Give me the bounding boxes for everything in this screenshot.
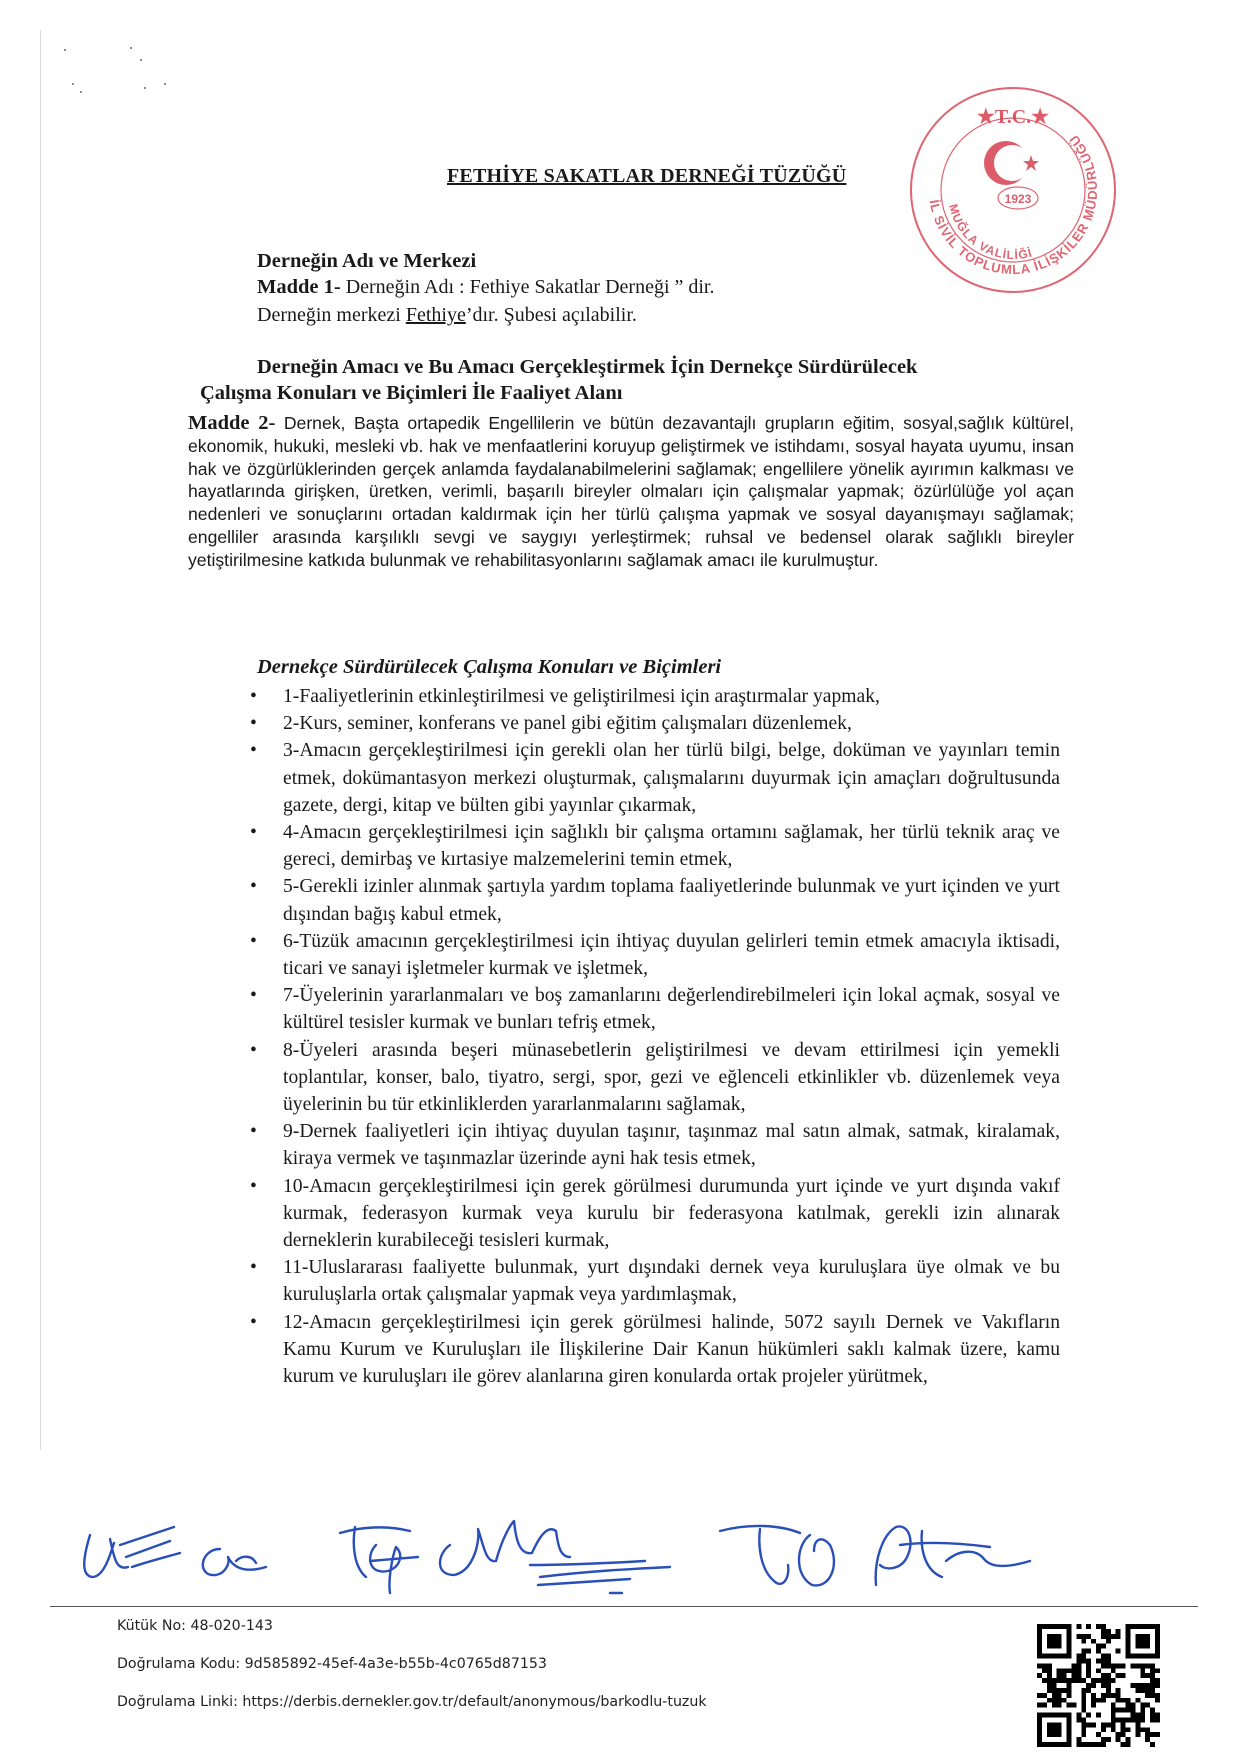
footer-verification-link: Doğrulama Linki: https://derbis.dernekler.gov.tr/default/anonymous/barkodlu-tuzuk [117,1694,707,1710]
madde2-heading-line1: Derneğin Amacı ve Bu Amacı Gerçekleştirmek İçin Dernekçe Sürdürülecek [257,356,918,378]
madde1-name-text: Derneğin Adı : Fethiye Sakatlar Derneği ” dir. [340,276,715,298]
madde2-paragraph [188,412,1074,572]
bullet-icon: • [250,1175,257,1197]
list-item [250,1173,1060,1255]
list-item-text: 10-Amacın gerçekleştirilmesi için gerek görülmesi durumunda yurt içinde ve yurt dışında vakıf kurmak, federasyon kurmak veya kurulu bir federasyona katılmak, gerekli izin alınarak derneklerin kurabileceği tesisleri kurmak, [283,1175,1060,1252]
signatures-row [70,1505,1090,1595]
madde1-center-place: Fethiye [405,304,466,326]
list-item [250,819,1060,873]
bullet-icon: • [250,1039,257,1061]
bullet-icon: • [250,1311,257,1333]
signature-1 [84,1527,180,1577]
list-item-text: 6-Tüzük amacının gerçekleştirilmesi için ihtiyaç duyulan gelirleri temin etmek amacıyla iktisadi, ticari ve sanayi işletmeler kurmak ve işletmek, [283,930,1060,980]
seal-ring-text: İL SİVİL TOPLUMLA İLİŞKİLER MÜDÜRLÜĞÜ [926,131,1101,278]
scan-specks [60,45,170,115]
madde1-center-prefix: Derneğin merkezi [257,304,406,326]
seal-inner-text: MUĞLA VALİLİĞİ [946,202,1035,263]
document-title: FETHİYE SAKATLAR DERNEĞİ TÜZÜĞÜ [447,165,847,187]
bullet-icon: • [250,985,257,1007]
list-item-text: 3-Amacın gerçekleştirilmesi için gerekli olan her türlü bilgi, belge, doküman ve yayınları temin etmek, dokümantasyon merkezi oluşturmak, çalışmalarını duyurmak için amaçları doğrultusunda gazete, dergi, kitap ve bülten gibi yayınlar çıkarmak, [283,740,1060,816]
list-item-text: 9-Dernek faaliyetleri için ihtiyaç duyulan taşınır, taşınmaz mal satın almak, satmak, kiralamak, kiraya vermek ve taşınmazlar üzerinde ayni hak tesis etmek, [283,1121,1060,1170]
list-item [250,1254,1060,1308]
list-item-text: 4-Amacın gerçekleştirilmesi için sağlıklı bir çalışma ortamını sağlamak, her türlü teknik araç ve gereci, demirbaş ve kırtasiye malzemelerini temin etmek, [283,822,1060,871]
signature-3 [340,1527,418,1593]
list-item [250,982,1060,1036]
list-item [250,873,1060,927]
madde2-body-text: Dernek, Başta ortapedik Engellilerin ve bütün dezavantajlı grupların eğitim, sosyal,sağlık kültürel, ekonomik, hukuki, mesleki vb. hak ve menfaatlerini koruyup geliştirmek ve istihdamı, sosyal hayata uyumu, insan hak ve özgürlüklerinden gerçek anlamda faydalanabilmelerini sağlamak; engellilere yönelik ayırımın kalkması ve hayatlarında girişken, üretken, verimli, başarılı bireyler olmaları için çalışmalar yapmak; özürlülüğe yol açan nedenleri ve sonuçlarını ortadan kaldırmak için her türlü çalışma yapmak ve sosyal dayanışmayı sağlamak; engelliler arasında karşılıklı sevgi ve saygıyı yerleştirmek; ruhsal ve bedensel olarak sağlıklı bireyler yetiştirilmesine katkıda bulunmak ve rehabilitasyonlarını sağlamak amacı ile kurulmuştur. [188,413,1075,570]
madde1-label: Madde 1- [257,276,341,298]
list-item-text: 12-Amacın gerçekleştirilmesi için gerek görülmesi halinde, 5072 sayılı Dernek ve Vakıfların Kamu Kurum ve Kuruluşları ile İlişkilerine Dair Kanun hükümleri saklı kalmak üzere, kamu kurum ve kuruluşları ile görev alanlarına giren konularda ortak projeler yürütmek, [283,1311,1060,1388]
madde1-center-suffix: ’dır. Şubesi açılabilir. [465,304,637,326]
footer-verification-code: Doğrulama Kodu: 9d585892-45ef-4a3e-b55b-4c0765d87153 [117,1656,547,1672]
list-item [250,1309,1060,1391]
signature-5 [720,1526,834,1586]
list-item [250,683,1060,710]
footer-registry-number: Kütük No: 48-020-143 [117,1618,273,1634]
madde1-center-line [257,304,637,327]
bullet-icon: • [250,930,257,952]
list-item-text: 11-Uluslararası faaliyette bulunmak, yurt dışındaki dernek veya kuruluşlara üye olmak ve bu kuruluşlarla ortak çalışmalar yapmak veya yardımlaşmak, [283,1257,1060,1306]
official-seal [908,85,1118,295]
madde1-name-line [257,276,715,299]
signature-4 [440,1521,670,1593]
seal-year: 1923 [1004,192,1032,206]
bullet-icon: • [250,686,257,707]
list-item-text: 5-Gerekli izinler alınmak şartıyla yardım toplama faaliyetlerinde bulunmak ve yurt içinden ve yurt dışından bağış kabul etmek, [283,876,1060,925]
madde1-heading: Derneğin Adı ve Merkezi [257,250,477,272]
madde2-heading-line2: Çalışma Konuları ve Biçimleri İle Faaliyet Alanı [200,382,623,404]
crescent-star-icon [984,141,1039,185]
list-item [250,928,1060,982]
list-item-text: 8-Üyeleri arasında beşeri münasebetlerin geliştirilmesi ve devam ettirilmesi için yemekli toplantılar, konser, balo, tiyatro, sergi, spor, gezi ve eğlenceli etkinlikler vb. düzenlemek veya üyelerinin bu tür etkinliklerden yararlanmalarını sağlamak, [283,1039,1060,1116]
bullet-icon: • [250,822,257,844]
list-item [250,1037,1060,1119]
footer-divider [50,1606,1198,1607]
madde2-label: Madde 2- [188,412,276,434]
seal-top-text: ★T.C.★ [976,106,1050,128]
list-item-text: 1-Faaliyetlerinin etkinleştirilmesi ve geliştirilmesi için araştırmalar yapmak, [283,686,880,707]
signature-2 [203,1549,266,1575]
list-item [250,737,1060,819]
bullet-icon: • [250,1257,257,1279]
bullet-icon: • [250,740,257,762]
qr-code-icon [1037,1624,1160,1747]
bullet-icon: • [250,713,257,735]
bullet-icon: • [250,876,257,898]
list-item [250,710,1060,737]
scan-margin-line [40,30,41,1450]
bullet-icon: • [250,1121,257,1143]
signature-6 [876,1526,1030,1585]
section-heading: Dernekçe Sürdürülecek Çalışma Konuları ve Biçimleri [257,656,722,678]
list-item [250,1118,1060,1172]
list-item-text: 2-Kurs, seminer, konferans ve panel gibi eğitim çalışmaları düzenlemek, [283,713,852,735]
work-items-list [250,683,1060,1390]
list-item-text: 7-Üyelerinin yararlanmaları ve boş zamanlarını değerlendirebilmeleri için lokal açmak, sosyal ve kültürel tesisler kurmak ve bunları tefriş etmek, [283,985,1060,1034]
